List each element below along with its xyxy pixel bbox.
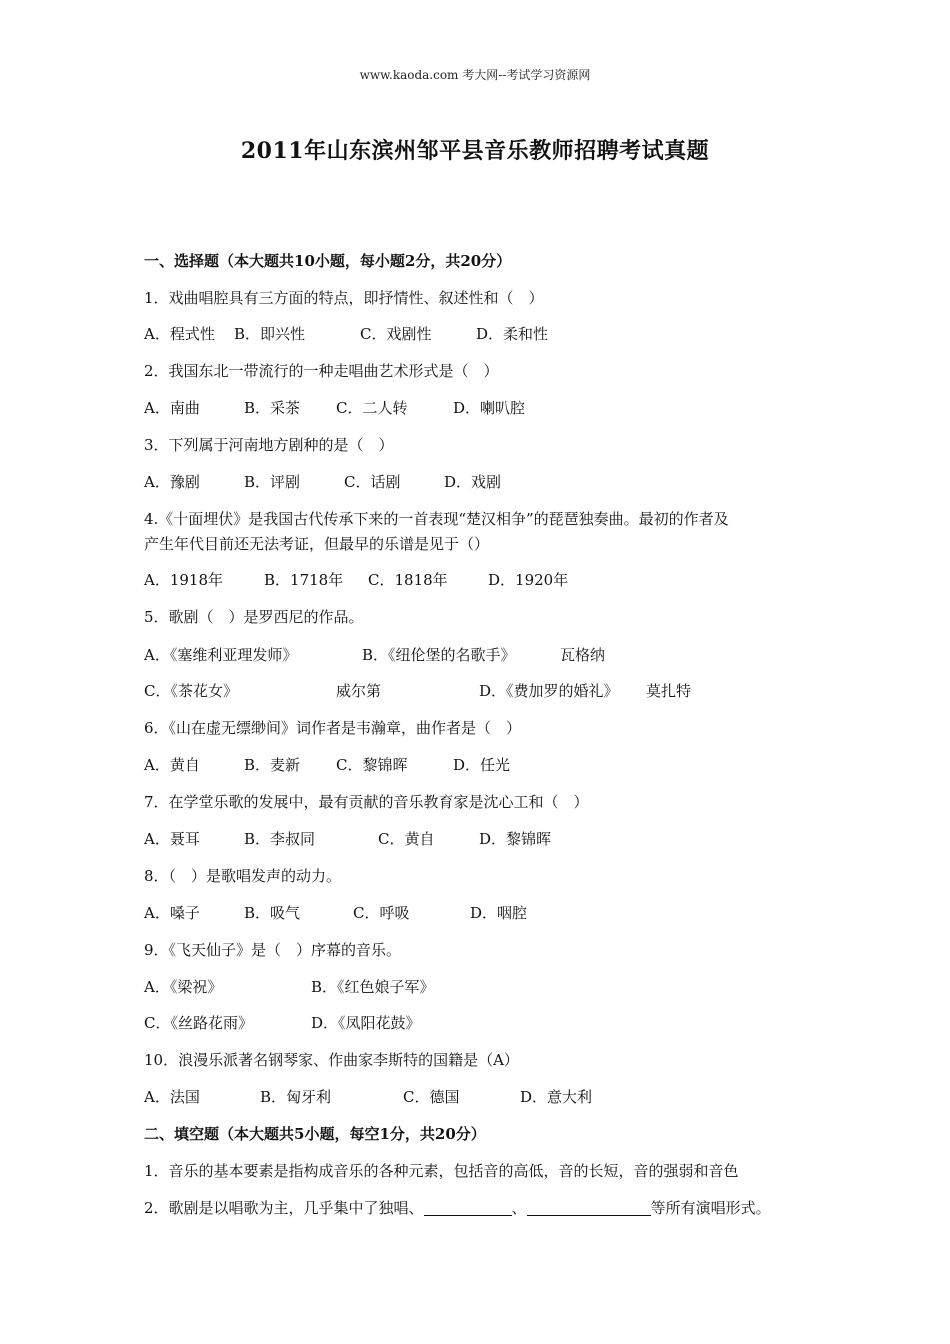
- option-c: C．黎锦晖: [336, 756, 408, 774]
- option-c: C．德国: [403, 1088, 460, 1106]
- question-9: 9．《飞天仙子》是（ ）序幕的音乐。: [144, 941, 402, 959]
- question-10-options: [144, 1087, 592, 1107]
- question-4-options: [144, 570, 568, 590]
- question-9-options-row-2: [144, 1013, 421, 1033]
- option-a: A．嗓子: [144, 904, 200, 922]
- option-b: B．《红色娘子军》: [311, 978, 435, 996]
- answer-blank: [424, 1201, 512, 1216]
- question-3-options: [144, 472, 501, 492]
- option-d: D．任光: [453, 756, 511, 774]
- option-a: A．法国: [144, 1088, 200, 1106]
- option-a: A．豫剧: [144, 473, 200, 491]
- option-c: C．二人转: [336, 399, 408, 417]
- option-a: A．聂耳: [144, 830, 200, 848]
- option-a: A．《塞维利亚理发师》: [144, 646, 298, 664]
- question-2-options: [144, 398, 525, 418]
- option-d: D．柔和性: [476, 325, 549, 343]
- answer-blank: [527, 1201, 651, 1216]
- fill-question-2: [144, 1198, 771, 1218]
- option-b: B．采茶: [244, 399, 301, 417]
- option-d: D．黎锦晖: [479, 830, 552, 848]
- page-title: 2011年山东滨州邹平县音乐教师招聘考试真题: [240, 138, 710, 164]
- question-6-options: [144, 755, 510, 775]
- question-7: 7．在学堂乐歌的发展中，最有贡献的音乐教育家是沈心工和（ ）: [144, 793, 589, 811]
- option-c: C．话剧: [344, 473, 401, 491]
- question-5: 5．歌剧（ ）是罗西尼的作品。: [144, 608, 364, 626]
- option-c: C．《茶花女》: [144, 682, 238, 700]
- section-heading-fill-blank: 二、填空题（本大题共5小题，每空1分，共20分）: [144, 1125, 486, 1143]
- option-b: B．评剧: [244, 473, 301, 491]
- question-8: 8．（ ）是歌唱发声的动力。: [144, 867, 342, 885]
- question-5-options-row-2: [144, 681, 691, 701]
- option-a: A．程式性: [144, 325, 215, 343]
- question-2: 2．我国东北一带流行的一种走唱曲艺术形式是（ ）: [144, 362, 499, 380]
- question-5-options-row-1: [144, 645, 605, 665]
- page-header: www.kaoda.com 考大网--考试学习资源网: [359, 68, 591, 82]
- option-b: B．1718年: [264, 571, 344, 589]
- option-b: B．李叔同: [244, 830, 316, 848]
- section-heading-choice: 一、选择题（本大题共10小题，每小题2分，共20分）: [144, 252, 512, 270]
- option-b: B．《纽伦堡的名歌手》: [362, 646, 516, 664]
- option-c: C．呼吸: [353, 904, 410, 922]
- question-9-options-row-1: [144, 977, 435, 997]
- option-d: D．咽腔: [470, 904, 528, 922]
- fill-question-2-prefix: 2．歌剧是以唱歌为主，几乎集中了独唱、: [144, 1199, 424, 1217]
- option-b: B．麦新: [244, 756, 301, 774]
- option-b: B．即兴性: [234, 325, 306, 343]
- option-d: D．《费加罗的婚礼》: [479, 682, 619, 700]
- option-a: A．黄自: [144, 756, 200, 774]
- option-b-composer: 瓦格纳: [560, 646, 606, 664]
- question-1-options: [144, 324, 548, 344]
- option-c: C．《丝路花雨》: [144, 1014, 253, 1032]
- question-6: 6．《山在虚无缥缈间》词作者是韦瀚章，曲作者是（ ）: [144, 719, 522, 737]
- question-3: 3．下列属于河南地方剧种的是（ ）: [144, 436, 394, 454]
- option-b: B．吸气: [244, 904, 301, 922]
- question-10: 10．浪漫乐派著名钢琴家、作曲家李斯特的国籍是（A）: [144, 1051, 519, 1069]
- option-d-composer: 莫扎特: [646, 682, 692, 700]
- option-d: D．意大利: [520, 1088, 593, 1106]
- question-4-line-2: 产生年代目前还无法考证，但最早的乐谱是见于（）: [144, 535, 490, 553]
- option-c: C．黄自: [378, 830, 435, 848]
- fill-question-2-suffix: 等所有演唱形式。: [650, 1199, 771, 1217]
- fill-question-2-separator: 、: [511, 1199, 527, 1217]
- option-c-composer: 威尔第: [336, 682, 382, 700]
- question-1: 1．戏曲唱腔具有三方面的特点，即抒情性、叙述性和（ ）: [144, 289, 544, 307]
- option-c: C．1818年: [368, 571, 448, 589]
- option-d: D．戏剧: [444, 473, 502, 491]
- question-4-line-1: 4.《十面埋伏》是我国古代传承下来的一首表现“楚汉相争”的琵琶独奏曲。最初的作者及: [144, 510, 729, 528]
- option-a: A．1918年: [144, 571, 224, 589]
- question-8-options: [144, 903, 527, 923]
- option-b: B．匈牙利: [260, 1088, 332, 1106]
- question-7-options: [144, 829, 551, 849]
- option-c: C．戏剧性: [360, 325, 432, 343]
- fill-question-1: 1．音乐的基本要素是指构成音乐的各种元素，包括音的高低，音的长短，音的强弱和音色: [144, 1162, 739, 1180]
- option-a: A．《梁祝》: [144, 978, 223, 996]
- option-a: A．南曲: [144, 399, 200, 417]
- option-d: D．1920年: [488, 571, 569, 589]
- option-d: D．喇叭腔: [453, 399, 526, 417]
- option-d: D．《凤阳花鼓》: [311, 1014, 421, 1032]
